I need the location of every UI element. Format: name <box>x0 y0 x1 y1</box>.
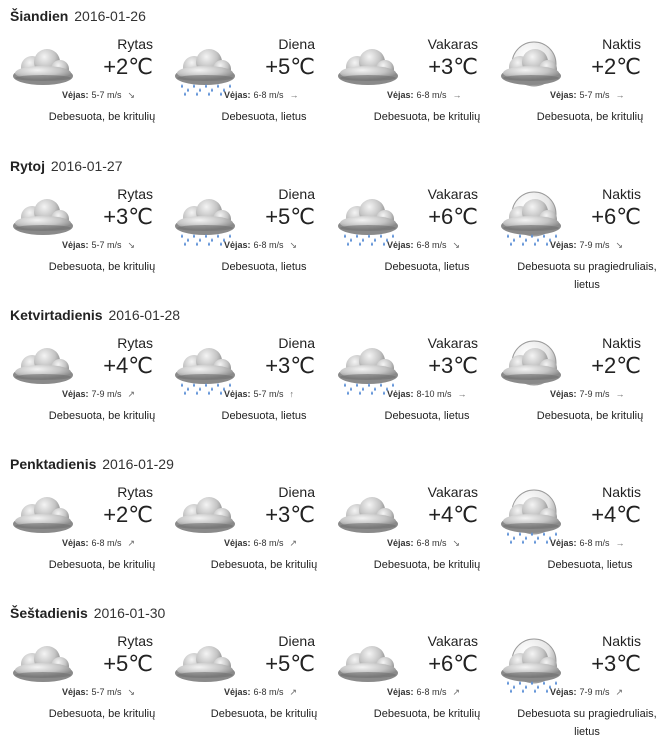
period-name: Vakaras <box>427 633 478 649</box>
wind-info <box>550 538 665 548</box>
temperature: +3℃ <box>428 54 478 79</box>
wind-speed: 7-9 m/s <box>579 687 610 697</box>
day-block <box>0 448 665 596</box>
period-vakaras <box>335 184 498 294</box>
wind-label: Vėjas: <box>62 240 89 250</box>
period-name: Naktis <box>602 335 641 351</box>
wind-speed: 5-7 m/s <box>91 240 122 250</box>
period-name: Diena <box>278 335 315 351</box>
wind-speed: 6-8 m/s <box>253 687 284 697</box>
wind-direction-arrow-icon: ↗ <box>615 687 624 697</box>
period-name: Naktis <box>602 484 641 500</box>
day-name: Penktadienis <box>10 456 97 472</box>
wind-info <box>550 389 665 399</box>
temperature: +2℃ <box>103 54 153 79</box>
condition-text: Debesuota, be kritulių <box>210 559 318 571</box>
wind-label: Vėjas: <box>387 687 414 697</box>
wind-label: Vėjas: <box>62 389 89 399</box>
period-rytas <box>10 631 173 741</box>
day-date: 2016-01-26 <box>74 8 146 24</box>
period-name: Rytas <box>117 484 153 500</box>
temperature: +5℃ <box>265 204 315 229</box>
period-name: Diena <box>278 484 315 500</box>
period-rytas <box>10 184 173 294</box>
day-name: Ketvirtadienis <box>10 307 103 323</box>
condition-text: Debesuota, lietus <box>547 559 633 571</box>
wind-label: Vėjas: <box>224 240 251 250</box>
day-block <box>0 150 665 298</box>
wind-speed: 7-9 m/s <box>579 240 610 250</box>
temperature: +2℃ <box>103 502 153 527</box>
wind-label: Vėjas: <box>550 90 577 100</box>
day-block <box>0 597 665 745</box>
day-header <box>10 307 180 323</box>
wind-direction-arrow-icon: ↗ <box>127 538 136 548</box>
wind-direction-arrow-icon: ↘ <box>452 240 461 250</box>
wind-direction-arrow-icon: ↘ <box>615 240 624 250</box>
wind-direction-arrow-icon: → <box>615 538 625 548</box>
day-header <box>10 8 146 24</box>
period-diena <box>172 631 335 741</box>
day-name: Šeštadienis <box>10 605 88 621</box>
wind-info <box>550 240 665 251</box>
wind-speed: 5-7 m/s <box>579 90 610 100</box>
temperature: +3℃ <box>265 353 315 378</box>
temperature: +4℃ <box>428 502 478 527</box>
period-naktis <box>498 631 661 741</box>
day-date: 2016-01-29 <box>102 456 174 472</box>
wind-label: Vėjas: <box>62 538 89 548</box>
period-name: Diena <box>278 186 315 202</box>
condition-text: Debesuota, lietus <box>384 261 470 273</box>
wind-label: Vėjas: <box>224 538 251 548</box>
period-diena <box>172 333 335 443</box>
condition-text: Debesuota su pragiedruliais, lietus <box>517 261 657 291</box>
period-naktis <box>498 482 661 592</box>
condition-text: Debesuota, be kritulių <box>536 111 644 123</box>
period-diena <box>172 482 335 592</box>
wind-speed: 7-9 m/s <box>91 389 122 399</box>
condition-text: Debesuota, lietus <box>221 410 307 422</box>
period-name: Naktis <box>602 186 641 202</box>
wind-speed: 5-7 m/s <box>253 389 284 399</box>
temperature: +5℃ <box>265 651 315 676</box>
period-name: Diena <box>278 633 315 649</box>
day-date: 2016-01-30 <box>93 605 166 621</box>
period-name: Rytas <box>117 186 153 202</box>
wind-speed: 6-8 m/s <box>91 538 122 548</box>
wind-label: Vėjas: <box>224 687 251 697</box>
wind-label: Vėjas: <box>550 389 577 399</box>
condition-text: Debesuota, be kritulių <box>373 559 481 571</box>
wind-direction-arrow-icon: → <box>615 389 625 399</box>
wind-direction-arrow-icon: ↗ <box>289 538 298 548</box>
condition-text: Debesuota, lietus <box>221 261 307 273</box>
condition-text: Debesuota, be kritulių <box>210 708 318 720</box>
period-name: Diena <box>278 36 315 52</box>
day-date: 2016-01-28 <box>108 307 181 323</box>
wind-speed: 6-8 m/s <box>416 687 447 697</box>
temperature: +6℃ <box>428 651 478 676</box>
day-block <box>0 0 665 148</box>
wind-direction-arrow-icon: ↗ <box>289 687 298 697</box>
wind-speed: 6-8 m/s <box>416 538 447 548</box>
period-naktis <box>498 333 661 443</box>
wind-label: Vėjas: <box>550 538 577 548</box>
wind-speed: 6-8 m/s <box>579 538 610 548</box>
condition-text: Debesuota, lietus <box>384 410 470 422</box>
temperature: +3℃ <box>591 651 641 676</box>
period-name: Rytas <box>117 335 153 351</box>
wind-label: Vėjas: <box>62 687 89 697</box>
temperature: +3℃ <box>103 204 153 229</box>
day-header <box>10 158 123 174</box>
wind-label: Vėjas: <box>387 90 414 100</box>
day-header <box>10 605 165 621</box>
period-vakaras <box>335 333 498 443</box>
wind-direction-arrow-icon: → <box>457 389 467 399</box>
day-header <box>10 456 174 472</box>
condition-text: Debesuota, be kritulių <box>373 708 481 720</box>
wind-info <box>550 90 665 100</box>
temperature: +3℃ <box>265 502 315 527</box>
wind-direction-arrow-icon: ↘ <box>289 240 298 250</box>
wind-direction-arrow-icon: → <box>289 90 299 100</box>
temperature: +4℃ <box>103 353 153 378</box>
period-name: Rytas <box>117 36 153 52</box>
temperature: +6℃ <box>428 204 478 229</box>
day-name: Rytoj <box>10 158 45 174</box>
wind-direction-arrow-icon: ↘ <box>127 687 136 697</box>
wind-direction-arrow-icon: → <box>615 90 625 100</box>
period-vakaras <box>335 631 498 741</box>
period-name: Vakaras <box>427 36 478 52</box>
period-rytas <box>10 482 173 592</box>
period-rytas <box>10 333 173 443</box>
wind-label: Vėjas: <box>387 538 414 548</box>
wind-speed: 6-8 m/s <box>416 240 447 250</box>
temperature: +3℃ <box>428 353 478 378</box>
period-naktis <box>498 34 661 144</box>
temperature: +2℃ <box>591 54 641 79</box>
wind-label: Vėjas: <box>550 687 577 697</box>
period-name: Rytas <box>117 633 153 649</box>
wind-direction-arrow-icon: ↘ <box>127 90 136 100</box>
period-diena <box>172 184 335 294</box>
wind-speed: 8-10 m/s <box>416 389 452 399</box>
condition-text: Debesuota, lietus <box>221 111 307 123</box>
wind-label: Vėjas: <box>387 389 414 399</box>
condition-text: Debesuota, be kritulių <box>48 410 156 422</box>
period-name: Naktis <box>602 36 641 52</box>
condition-text: Debesuota, be kritulių <box>48 261 156 273</box>
wind-speed: 6-8 m/s <box>253 538 284 548</box>
day-date: 2016-01-27 <box>50 158 123 174</box>
period-name: Vakaras <box>427 484 478 500</box>
temperature: +2℃ <box>591 353 641 378</box>
condition-text: Debesuota, be kritulių <box>48 559 156 571</box>
condition-text: Debesuota su pragiedruliais, lietus <box>517 708 657 738</box>
condition-text: Debesuota, be kritulių <box>373 111 481 123</box>
period-diena <box>172 34 335 144</box>
day-block <box>0 299 665 447</box>
condition-text: Debesuota, be kritulių <box>48 708 156 720</box>
wind-label: Vėjas: <box>62 90 89 100</box>
wind-speed: 6-8 m/s <box>416 90 447 100</box>
wind-speed: 7-9 m/s <box>579 389 610 399</box>
wind-direction-arrow-icon: ↗ <box>452 687 461 697</box>
condition-text: Debesuota, be kritulių <box>48 111 156 123</box>
wind-label: Vėjas: <box>224 389 251 399</box>
wind-direction-arrow-icon: ↑ <box>289 389 295 399</box>
wind-direction-arrow-icon: → <box>452 90 462 100</box>
wind-direction-arrow-icon: ↘ <box>452 538 461 548</box>
wind-speed: 5-7 m/s <box>91 90 122 100</box>
temperature: +5℃ <box>103 651 153 676</box>
period-rytas <box>10 34 173 144</box>
wind-direction-arrow-icon: ↘ <box>127 240 136 250</box>
period-vakaras <box>335 482 498 592</box>
condition-text: Debesuota, be kritulių <box>536 410 644 422</box>
wind-label: Vėjas: <box>387 240 414 250</box>
period-naktis <box>498 184 661 294</box>
period-name: Vakaras <box>427 335 478 351</box>
day-name: Šiandien <box>10 8 69 24</box>
wind-info <box>550 687 665 698</box>
wind-label: Vėjas: <box>550 240 577 250</box>
period-name: Naktis <box>602 633 641 649</box>
temperature: +4℃ <box>591 502 641 527</box>
temperature: +6℃ <box>591 204 641 229</box>
wind-speed: 6-8 m/s <box>253 240 284 250</box>
wind-label: Vėjas: <box>224 90 251 100</box>
wind-speed: 5-7 m/s <box>91 687 122 697</box>
temperature: +5℃ <box>265 54 315 79</box>
wind-speed: 6-8 m/s <box>253 90 284 100</box>
period-name: Vakaras <box>427 186 478 202</box>
period-vakaras <box>335 34 498 144</box>
wind-direction-arrow-icon: ↗ <box>127 389 136 399</box>
